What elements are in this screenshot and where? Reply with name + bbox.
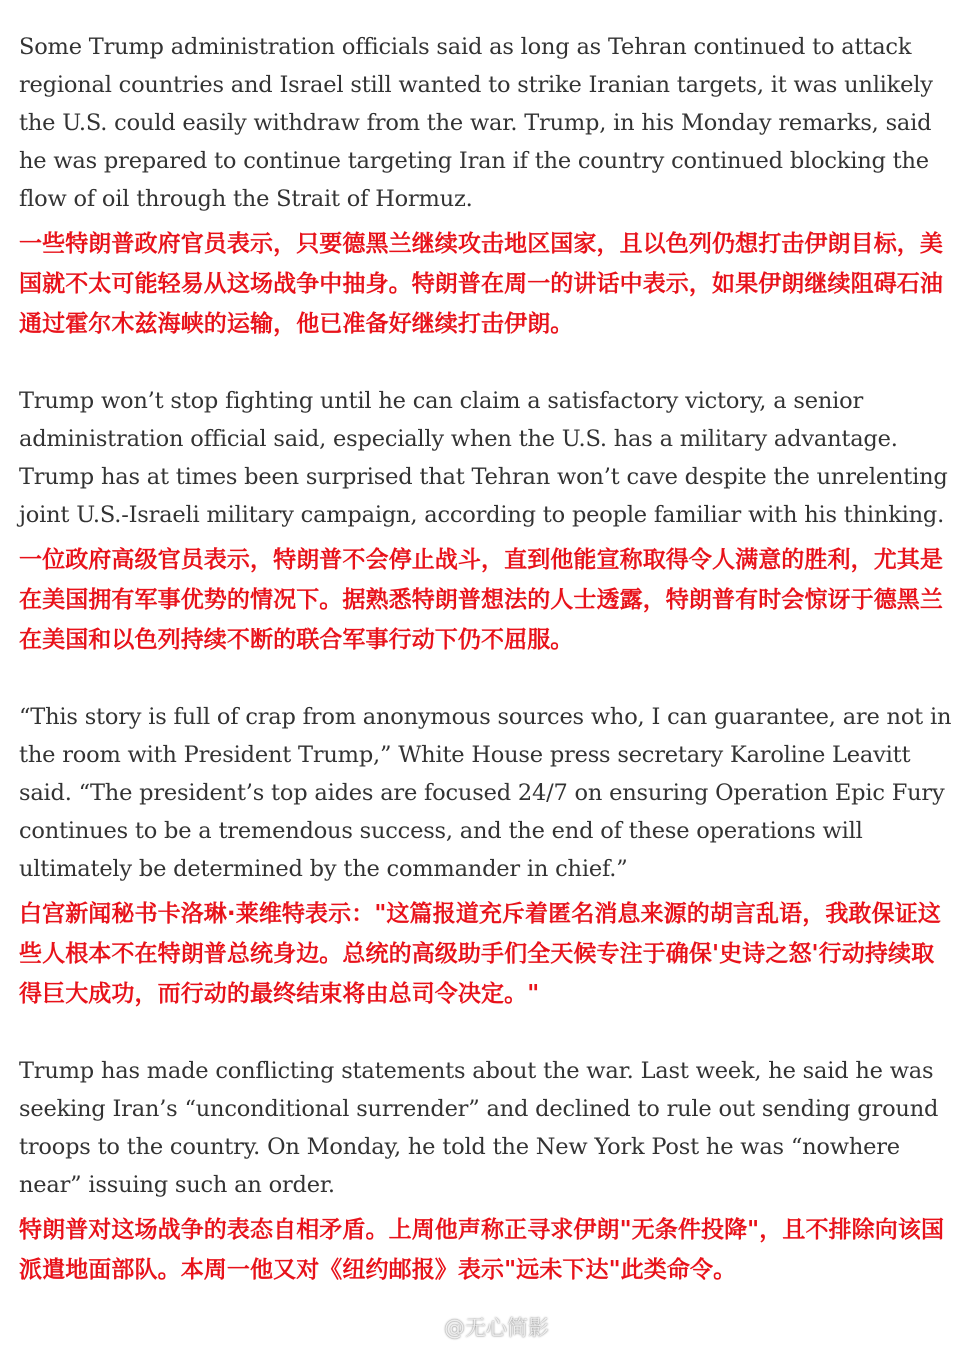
chinese-translation-4: 特朗普对这场战争的表态自相矛盾。上周他声称正寻求伊朗"无条件投降"，且不排除向该国派遣地面部队。本周一他又对《纽约邮报》表示"远未下达"此类命令。: [19, 1217, 945, 1283]
paragraph-block-1: [19, 28, 954, 344]
chinese-translation-1: 一些特朗普政府官员表示，只要德黑兰继续攻击地区国家，且以色列仍想打击伊朗目标，美国就不太可能轻易从这场战争中抽身。特朗普在周一的讲话中表示，如果伊朗继续阻碍石油通过霍尔木兹海峡的运输，他已准备好继续打击伊朗。: [19, 231, 943, 337]
english-paragraph-3: “This story is full of crap from anonymous sources who, I can guarantee, are not in the room with President Trump,” White House press secretary Karoline Leavitt said. “The president’s top aides are focused 24/7 on ensuring Operation Epic Fury continues to be a tremendous success, and the end of these operations will ultimately be determined by the commander in chief.”: [19, 704, 952, 882]
chinese-translation-2: 一位政府高级官员表示，特朗普不会停止战斗，直到他能宣称取得令人满意的胜利，尤其是在美国拥有军事优势的情况下。据熟悉特朗普想法的人士透露，特朗普有时会惊讶于德黑兰在美国和以色列持续不断的联合军事行动下仍不屈服。: [19, 547, 943, 653]
chinese-translation-3: 白宫新闻秘书卡洛琳·莱维特表示："这篇报道充斥着匿名消息来源的胡言乱语，我敢保证这些人根本不在特朗普总统身边。总统的高级助手们全天候专注于确保'史诗之怒'行动持续取得巨大成功，而行动的最终结束将由总司令决定。": [19, 901, 941, 1007]
paragraph-block-3: [19, 698, 954, 1014]
english-paragraph-4: Trump has made conflicting statements about the war. Last week, he said he was seeking Iran’s “unconditional surrender” and declined to rule out sending ground troops to the country. On Monday, he told the New York Post he was “nowhere near” issuing such an order.: [19, 1058, 939, 1198]
watermark-text: @无心简影: [444, 1316, 549, 1340]
paragraph-block-2: [19, 382, 954, 660]
english-paragraph-2: Trump won’t stop fighting until he can claim a satisfactory victory, a senior administration official said, especially when the U.S. has a military advantage. Trump has at times been surprised that Tehran won’t cave despite the unrelenting joint U.S.-Israeli military campaign, according to people familiar with his thinking.: [19, 388, 948, 528]
article-body: [19, 28, 954, 1328]
weibo-logo-icon: [404, 1314, 438, 1340]
paragraph-block-4: [19, 1052, 954, 1290]
english-paragraph-1: Some Trump administration officials said as long as Tehran continued to attack regional countries and Israel still wanted to strike Iranian targets, it was unlikely the U.S. could easily withdraw from the war. Trump, in his Monday remarks, said he was prepared to continue targeting Iran if the country continued blocking the flow of oil through the Strait of Hormuz.: [19, 34, 933, 212]
watermark: [404, 1312, 549, 1342]
